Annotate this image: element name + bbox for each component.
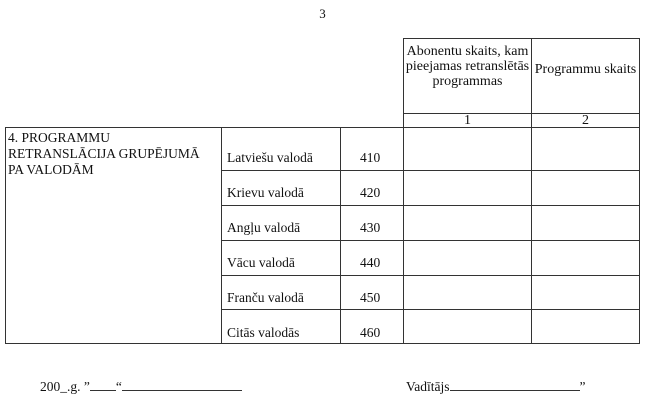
date-blank-day xyxy=(90,378,116,391)
header-col1-number: 1 xyxy=(464,113,471,128)
row-code: 420 xyxy=(360,185,381,200)
footer-date xyxy=(40,378,242,395)
row-code: 440 xyxy=(360,255,381,270)
manager-label: Vadītājs xyxy=(406,379,450,394)
header-col2-title: Programmu skaits xyxy=(534,62,637,77)
footer-manager xyxy=(406,378,586,395)
row-code: 410 xyxy=(360,150,381,165)
row-code: 450 xyxy=(360,290,381,305)
section-title: 4. PROGRAMMU RETRANSLĀCIJA GRUPĒJUMĀ PA VALODĀM xyxy=(8,130,200,177)
date-blank-month xyxy=(122,378,242,391)
header-col1-title: Abonentu skaits, kam pieejamas retranslētās programmas xyxy=(405,44,530,89)
row-label: Angļu valodā xyxy=(227,220,301,235)
row-label: Krievu valodā xyxy=(227,185,304,200)
row-code: 430 xyxy=(360,220,381,235)
page-number: 3 xyxy=(319,6,326,21)
row-code: 460 xyxy=(360,325,381,340)
row-label: Latviešu valodā xyxy=(227,150,313,165)
manager-signature-line xyxy=(450,378,580,391)
date-quote: “ xyxy=(115,379,122,394)
row-label: Vācu valodā xyxy=(227,255,295,270)
row-label: Franču valodā xyxy=(227,290,304,305)
manager-end: ” xyxy=(579,379,586,394)
date-prefix: 200_.g. ” xyxy=(40,379,90,394)
row-label: Citās valodās xyxy=(227,325,300,340)
header-col2-number: 2 xyxy=(582,113,589,128)
